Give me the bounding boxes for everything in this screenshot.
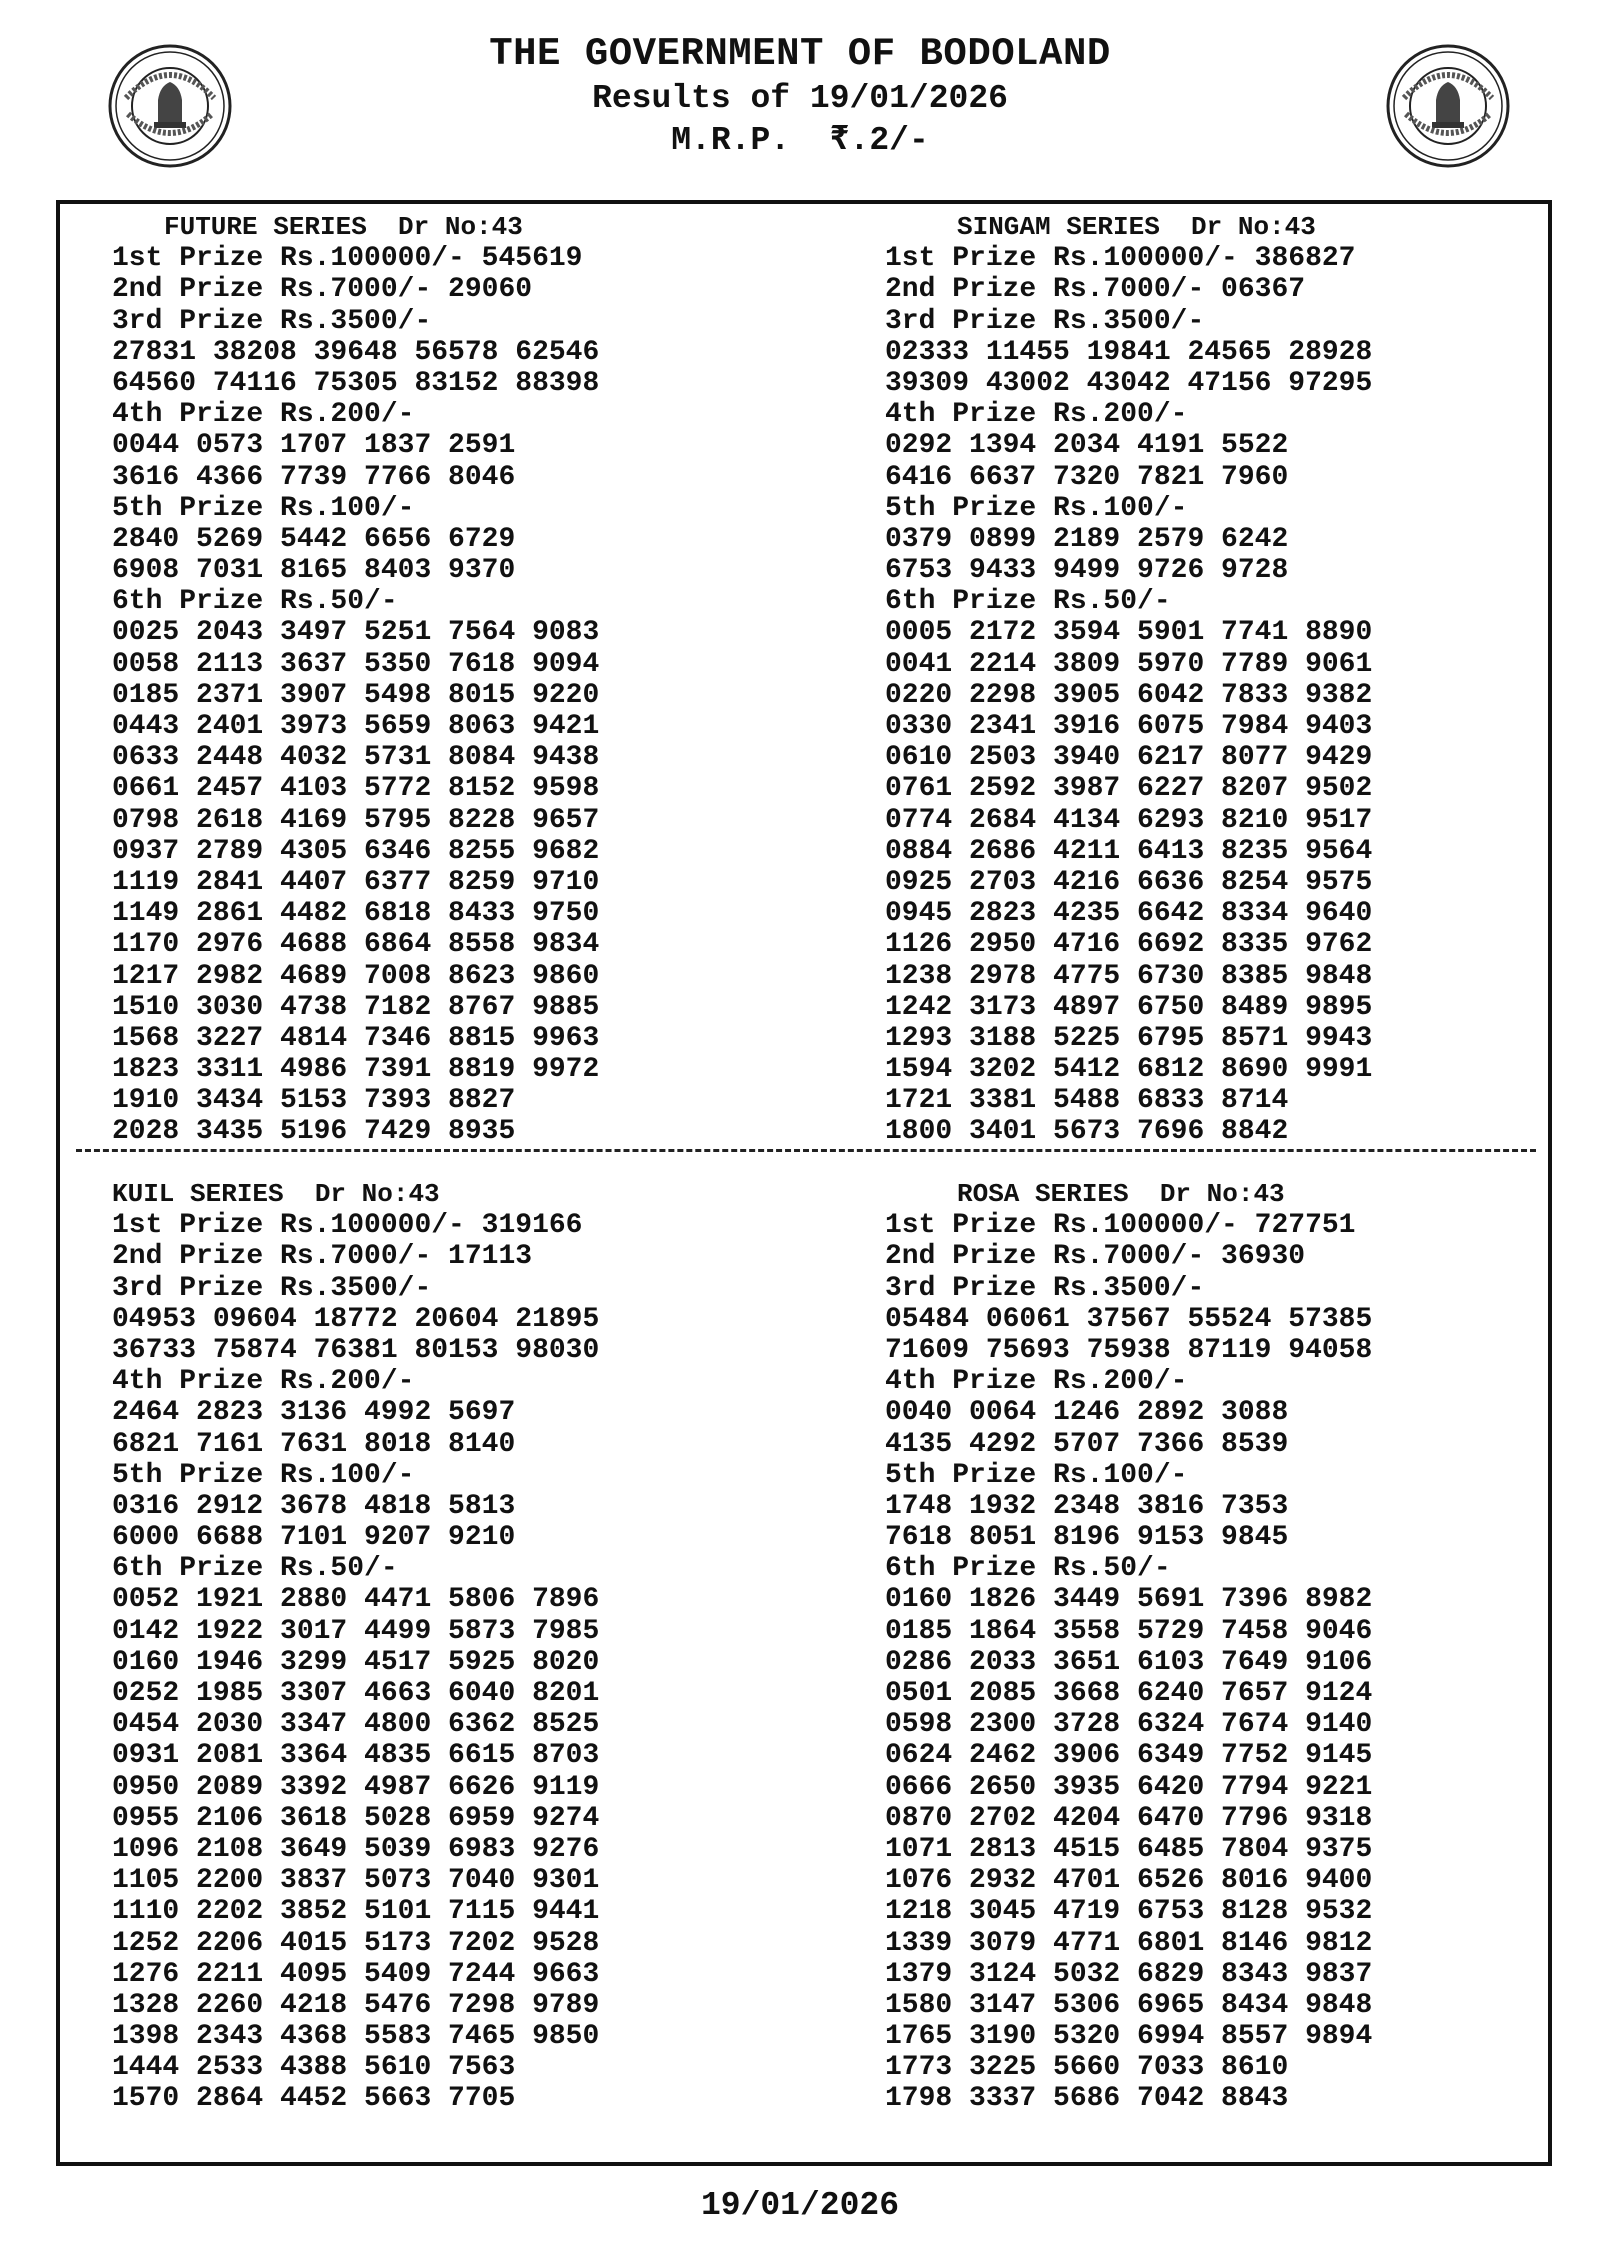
results-box bbox=[56, 200, 1552, 2166]
sixth-prize-row: 0666 2650 3935 6420 7794 9221 bbox=[885, 1771, 1373, 1803]
rosa-series-block bbox=[885, 1179, 1525, 2115]
sixth-prize-row: 1238 2978 4775 6730 8385 9848 bbox=[885, 960, 1373, 992]
sixth-prize-row: 1594 3202 5412 6812 8690 9991 bbox=[885, 1054, 1373, 1086]
page-header bbox=[0, 30, 1600, 162]
third-prize-row: 05484 06061 37567 55524 57385 bbox=[885, 1303, 1373, 1335]
sixth-prize-row: 0774 2684 4134 6293 8210 9517 bbox=[885, 804, 1373, 836]
third-prize-row: 71609 75693 75938 87119 94058 bbox=[885, 1334, 1373, 1366]
fifth-prize-row: 0316 2912 3678 4818 5813 bbox=[112, 1490, 516, 1522]
sixth-prize-row: 0761 2592 3987 6227 8207 9502 bbox=[885, 773, 1373, 805]
fourth-prize-label: 4th Prize Rs.200/- bbox=[885, 1366, 1188, 1398]
sixth-prize-row: 1276 2211 4095 5409 7244 9663 bbox=[112, 1958, 600, 1990]
third-prize-row: 04953 09604 18772 20604 21895 bbox=[112, 1303, 600, 1335]
sixth-prize-row: 0025 2043 3497 5251 7564 9083 bbox=[112, 617, 600, 649]
dashed-divider bbox=[76, 1149, 1536, 1152]
sixth-prize-row: 1096 2108 3649 5039 6983 9276 bbox=[112, 1833, 600, 1865]
third-prize-label: 3rd Prize Rs.3500/- bbox=[112, 305, 432, 337]
sixth-prize-row: 1328 2260 4218 5476 7298 9789 bbox=[112, 1989, 600, 2021]
series-heading: SINGAM SERIES Dr No:43 bbox=[957, 212, 1316, 242]
btc-seal-right bbox=[1384, 42, 1512, 170]
series-heading: FUTURE SERIES Dr No:43 bbox=[164, 212, 523, 242]
first-prize: 1st Prize Rs.100000/- 727751 bbox=[885, 1210, 1356, 1242]
sixth-prize-row: 0142 1922 3017 4499 5873 7985 bbox=[112, 1615, 600, 1647]
third-prize-row: 36733 75874 76381 80153 98030 bbox=[112, 1334, 600, 1366]
fifth-prize-row: 6000 6688 7101 9207 9210 bbox=[112, 1522, 516, 1554]
fifth-prize-row: 0379 0899 2189 2579 6242 bbox=[885, 523, 1289, 555]
third-prize-label: 3rd Prize Rs.3500/- bbox=[885, 1272, 1205, 1304]
sixth-prize-row: 1379 3124 5032 6829 8343 9837 bbox=[885, 1958, 1373, 1990]
fifth-prize-row: 6908 7031 8165 8403 9370 bbox=[112, 555, 516, 587]
fifth-prize-row: 6753 9433 9499 9726 9728 bbox=[885, 555, 1289, 587]
fifth-prize-row: 1748 1932 2348 3816 7353 bbox=[885, 1490, 1289, 1522]
fourth-prize-label: 4th Prize Rs.200/- bbox=[112, 1366, 415, 1398]
sixth-prize-row: 1252 2206 4015 5173 7202 9528 bbox=[112, 1927, 600, 1959]
first-prize: 1st Prize Rs.100000/- 545619 bbox=[112, 243, 583, 275]
second-prize: 2nd Prize Rs.7000/- 36930 bbox=[885, 1241, 1306, 1273]
first-prize: 1st Prize Rs.100000/- 319166 bbox=[112, 1210, 583, 1242]
third-prize-label: 3rd Prize Rs.3500/- bbox=[112, 1272, 432, 1304]
sixth-prize-row: 1510 3030 4738 7182 8767 9885 bbox=[112, 991, 600, 1023]
mrp-price: M.R.P. ₹.2/- bbox=[671, 122, 929, 159]
sixth-prize-row: 1721 3381 5488 6833 8714 bbox=[885, 1085, 1289, 1117]
third-prize-row: 27831 38208 39648 56578 62546 bbox=[112, 336, 600, 368]
sixth-prize-row: 1126 2950 4716 6692 8335 9762 bbox=[885, 929, 1373, 961]
sixth-prize-row: 1800 3401 5673 7696 8842 bbox=[885, 1116, 1289, 1148]
sixth-prize-row: 0185 2371 3907 5498 8015 9220 bbox=[112, 679, 600, 711]
sixth-prize-row: 1339 3079 4771 6801 8146 9812 bbox=[885, 1927, 1373, 1959]
sixth-prize-label: 6th Prize Rs.50/- bbox=[112, 586, 398, 618]
sixth-prize-row: 1076 2932 4701 6526 8016 9400 bbox=[885, 1865, 1373, 1897]
sixth-prize-row: 1293 3188 5225 6795 8571 9943 bbox=[885, 1022, 1373, 1054]
sixth-prize-row: 0443 2401 3973 5659 8063 9421 bbox=[112, 711, 600, 742]
sixth-prize-row: 1071 2813 4515 6485 7804 9375 bbox=[885, 1833, 1373, 1865]
third-prize-row: 39309 43002 43042 47156 97295 bbox=[885, 367, 1373, 399]
sixth-prize-row: 0624 2462 3906 6349 7752 9145 bbox=[885, 1740, 1373, 1772]
first-prize: 1st Prize Rs.100000/- 386827 bbox=[885, 243, 1356, 275]
sixth-prize-row: 0798 2618 4169 5795 8228 9657 bbox=[112, 804, 600, 836]
fourth-prize-row: 0044 0573 1707 1837 2591 bbox=[112, 430, 516, 462]
third-prize-label: 3rd Prize Rs.3500/- bbox=[885, 305, 1205, 337]
second-prize: 2nd Prize Rs.7000/- 29060 bbox=[112, 274, 533, 306]
sixth-prize-row: 1570 2864 4452 5663 7705 bbox=[112, 2083, 516, 2115]
sixth-prize-row: 1910 3434 5153 7393 8827 bbox=[112, 1085, 516, 1117]
sixth-prize-row: 1568 3227 4814 7346 8815 9963 bbox=[112, 1022, 600, 1054]
page-title: THE GOVERNMENT OF BODOLAND bbox=[489, 32, 1111, 76]
sixth-prize-row: 0330 2341 3916 6075 7984 9403 bbox=[885, 711, 1373, 742]
sixth-prize-row: 0884 2686 4211 6413 8235 9564 bbox=[885, 835, 1373, 867]
sixth-prize-row: 0005 2172 3594 5901 7741 8890 bbox=[885, 617, 1373, 649]
sixth-prize-row: 1242 3173 4897 6750 8489 9895 bbox=[885, 991, 1373, 1023]
sixth-prize-row: 0160 1826 3449 5691 7396 8982 bbox=[885, 1584, 1373, 1616]
fifth-prize-label: 5th Prize Rs.100/- bbox=[112, 492, 415, 524]
fourth-prize-row: 3616 4366 7739 7766 8046 bbox=[112, 461, 516, 493]
btc-seal-left bbox=[106, 42, 234, 170]
third-prize-row: 64560 74116 75305 83152 88398 bbox=[112, 367, 600, 399]
sixth-prize-row: 0185 1864 3558 5729 7458 9046 bbox=[885, 1615, 1373, 1647]
sixth-prize-row: 1823 3311 4986 7391 8819 9972 bbox=[112, 1054, 600, 1086]
sixth-prize-row: 1398 2343 4368 5583 7465 9850 bbox=[112, 2021, 600, 2053]
fourth-prize-row: 4135 4292 5707 7366 8539 bbox=[885, 1428, 1289, 1460]
footer-date: 19/01/2026 bbox=[700, 2187, 900, 2224]
fifth-prize-label: 5th Prize Rs.100/- bbox=[885, 1459, 1188, 1491]
sixth-prize-row: 0870 2702 4204 6470 7796 9318 bbox=[885, 1802, 1373, 1834]
sixth-prize-row: 1444 2533 4388 5610 7563 bbox=[112, 2052, 516, 2084]
sixth-prize-row: 1218 3045 4719 6753 8128 9532 bbox=[885, 1896, 1373, 1928]
sixth-prize-row: 0041 2214 3809 5970 7789 9061 bbox=[885, 648, 1373, 680]
sixth-prize-row: 0610 2503 3940 6217 8077 9429 bbox=[885, 742, 1373, 774]
sixth-prize-row: 0931 2081 3364 4835 6615 8703 bbox=[112, 1740, 600, 1772]
series-heading: KUIL SERIES Dr No:43 bbox=[112, 1179, 440, 1209]
sixth-prize-row: 1119 2841 4407 6377 8259 9710 bbox=[112, 866, 600, 898]
third-prize-row: 02333 11455 19841 24565 28928 bbox=[885, 336, 1373, 368]
sixth-prize-row: 0955 2106 3618 5028 6959 9274 bbox=[112, 1802, 600, 1834]
results-date: Results of 19/01/2026 bbox=[592, 80, 1008, 117]
sixth-prize-row: 1149 2861 4482 6818 8433 9750 bbox=[112, 898, 600, 930]
fourth-prize-row: 0292 1394 2034 4191 5522 bbox=[885, 430, 1289, 462]
fifth-prize-label: 5th Prize Rs.100/- bbox=[885, 492, 1188, 524]
sixth-prize-row: 1798 3337 5686 7042 8843 bbox=[885, 2083, 1289, 2115]
fourth-prize-row: 6416 6637 7320 7821 7960 bbox=[885, 461, 1289, 493]
sixth-prize-row: 0286 2033 3651 6103 7649 9106 bbox=[885, 1646, 1373, 1678]
sixth-prize-row: 1170 2976 4688 6864 8558 9834 bbox=[112, 929, 600, 961]
sixth-prize-row: 1773 3225 5660 7033 8610 bbox=[885, 2052, 1289, 2084]
fourth-prize-row: 0040 0064 1246 2892 3088 bbox=[885, 1397, 1289, 1429]
sixth-prize-row: 1110 2202 3852 5101 7115 9441 bbox=[112, 1896, 600, 1928]
second-prize: 2nd Prize Rs.7000/- 06367 bbox=[885, 274, 1306, 306]
sixth-prize-row: 0598 2300 3728 6324 7674 9140 bbox=[885, 1709, 1373, 1741]
sixth-prize-row: 0501 2085 3668 6240 7657 9124 bbox=[885, 1678, 1373, 1709]
sixth-prize-row: 1105 2200 3837 5073 7040 9301 bbox=[112, 1865, 600, 1897]
sixth-prize-row: 2028 3435 5196 7429 8935 bbox=[112, 1116, 516, 1148]
sixth-prize-row: 0945 2823 4235 6642 8334 9640 bbox=[885, 898, 1373, 930]
sixth-prize-row: 0220 2298 3905 6042 7833 9382 bbox=[885, 679, 1373, 711]
fifth-prize-row: 2840 5269 5442 6656 6729 bbox=[112, 523, 516, 555]
fifth-prize-row: 7618 8051 8196 9153 9845 bbox=[885, 1522, 1289, 1554]
sixth-prize-row: 0454 2030 3347 4800 6362 8525 bbox=[112, 1709, 600, 1741]
sixth-prize-row: 0633 2448 4032 5731 8084 9438 bbox=[112, 742, 600, 774]
sixth-prize-label: 6th Prize Rs.50/- bbox=[885, 1553, 1171, 1585]
sixth-prize-row: 0052 1921 2880 4471 5806 7896 bbox=[112, 1584, 600, 1616]
sixth-prize-row: 0937 2789 4305 6346 8255 9682 bbox=[112, 835, 600, 867]
sixth-prize-row: 0950 2089 3392 4987 6626 9119 bbox=[112, 1771, 600, 1803]
sixth-prize-label: 6th Prize Rs.50/- bbox=[112, 1553, 398, 1585]
fourth-prize-label: 4th Prize Rs.200/- bbox=[885, 399, 1188, 431]
kuil-series-block bbox=[112, 1179, 752, 2115]
sixth-prize-row: 1765 3190 5320 6994 8557 9894 bbox=[885, 2021, 1373, 2053]
fourth-prize-row: 6821 7161 7631 8018 8140 bbox=[112, 1428, 516, 1460]
sixth-prize-row: 0252 1985 3307 4663 6040 8201 bbox=[112, 1678, 600, 1709]
sixth-prize-row: 0925 2703 4216 6636 8254 9575 bbox=[885, 866, 1373, 898]
fifth-prize-label: 5th Prize Rs.100/- bbox=[112, 1459, 415, 1491]
sixth-prize-row: 1217 2982 4689 7008 8623 9860 bbox=[112, 960, 600, 992]
singam-series-block bbox=[885, 212, 1525, 1148]
sixth-prize-row: 1580 3147 5306 6965 8434 9848 bbox=[885, 1989, 1373, 2021]
fourth-prize-row: 2464 2823 3136 4992 5697 bbox=[112, 1397, 516, 1429]
series-heading: ROSA SERIES Dr No:43 bbox=[957, 1179, 1285, 1209]
sixth-prize-row: 0058 2113 3637 5350 7618 9094 bbox=[112, 648, 600, 680]
sixth-prize-row: 0661 2457 4103 5772 8152 9598 bbox=[112, 773, 600, 805]
sixth-prize-row: 0160 1946 3299 4517 5925 8020 bbox=[112, 1646, 600, 1678]
second-prize: 2nd Prize Rs.7000/- 17113 bbox=[112, 1241, 533, 1273]
future-series-block bbox=[112, 212, 752, 1148]
sixth-prize-label: 6th Prize Rs.50/- bbox=[885, 586, 1171, 618]
fourth-prize-label: 4th Prize Rs.200/- bbox=[112, 399, 415, 431]
